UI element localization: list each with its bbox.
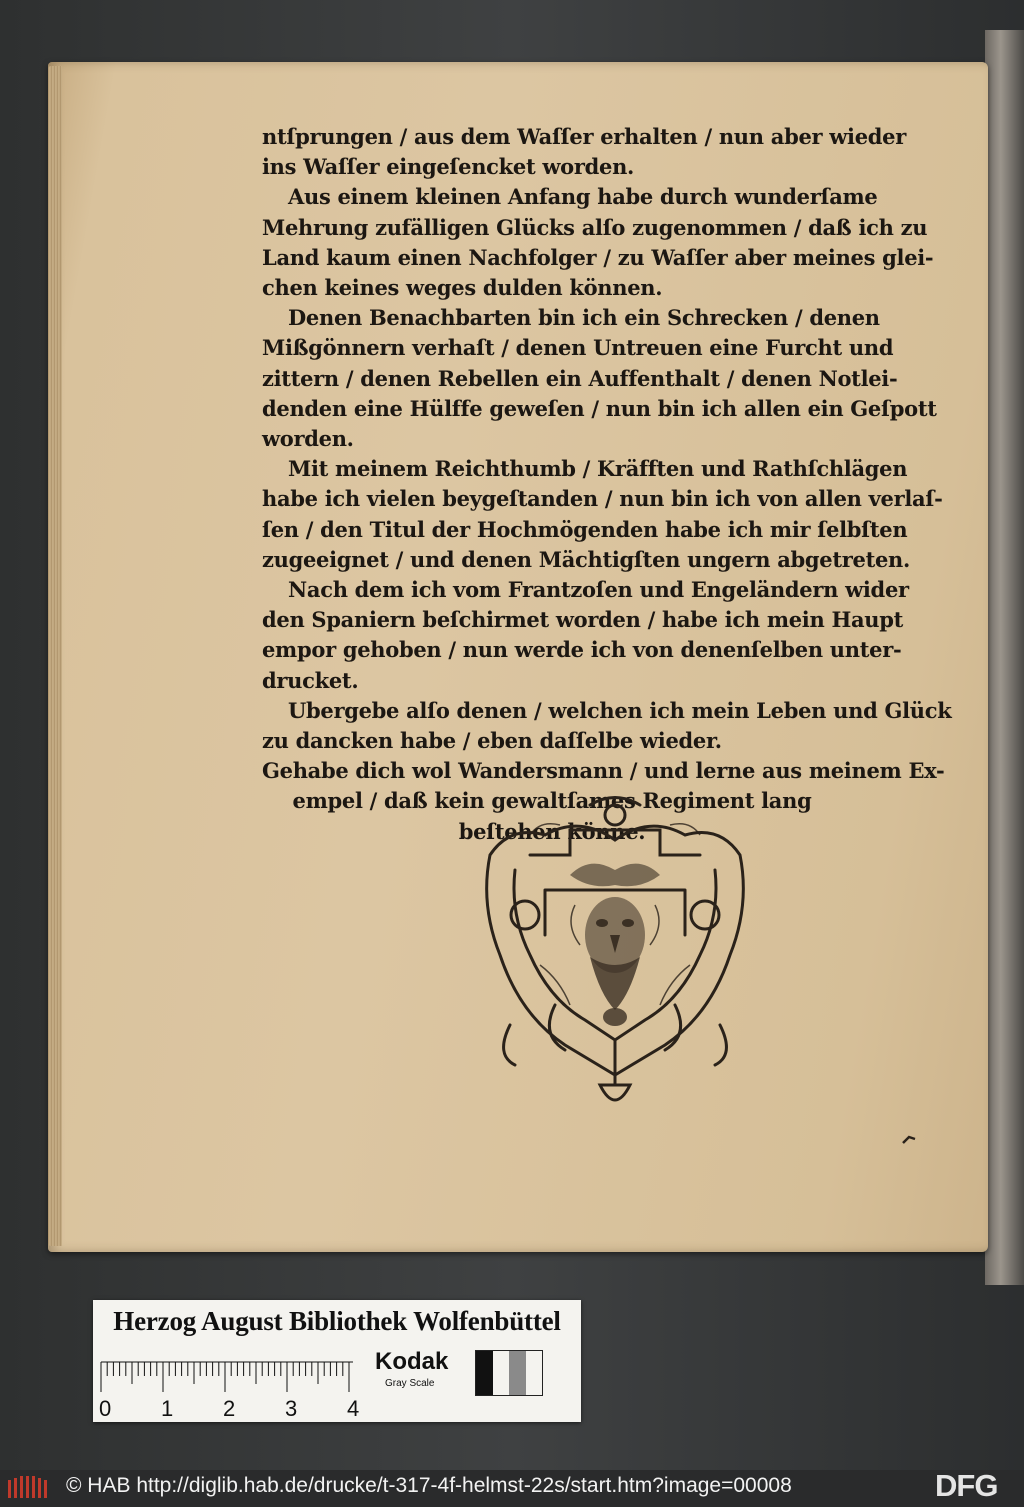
text-line: ſen / den Titul der Hochmögenden habe ich mir ſelbſten <box>262 516 908 542</box>
swatch-white <box>493 1351 510 1395</box>
ruler-number: 4 <box>347 1396 360 1421</box>
text-line: den Spaniern beſchirmet worden / habe ich mein Haupt <box>262 607 904 633</box>
text-line: beſtehen könne. <box>458 818 646 844</box>
text-line: Nach dem ich vom Frantzoſen und Engeländern wider <box>288 577 909 603</box>
text-line: zu dancken habe / eben daſſelbe wieder. <box>262 728 722 754</box>
text-line: Gehabe dich wol Wandersmann / und lerne aus meinem Ex- <box>262 758 945 784</box>
ruler-number: 0 <box>99 1396 112 1421</box>
text-line: ins Waſſer eingeſencket worden. <box>262 154 635 180</box>
swatch-black <box>476 1351 493 1395</box>
kodak-brand: Kodak <box>375 1348 449 1375</box>
ruler-number: 2 <box>223 1396 236 1421</box>
text-line: denden eine Hülffe geweſen / nun bin ich allen ein Geſpott <box>262 395 937 421</box>
hab-logo-icon <box>8 1476 50 1500</box>
text-line: chen keines weges dulden können. <box>262 275 663 301</box>
text-line: Aus einem kleinen Anfang habe durch wunderſame <box>288 184 878 210</box>
gray-scale-label: Gray Scale <box>385 1378 435 1389</box>
text-line: Denen Benachbarten bin ich ein Schrecken / denen <box>288 305 880 331</box>
text-line: worden. <box>262 426 354 452</box>
color-target-card <box>93 1300 581 1422</box>
text-line: Mit meinem Reichthumb / Kräfften und Rathſchlägen <box>288 456 908 482</box>
text-line: Land kaum einen Nachfolger / zu Waſſer aber meines glei- <box>262 244 934 270</box>
swatch-gray <box>509 1351 526 1395</box>
page-text <box>262 122 952 847</box>
ruler-number: 3 <box>285 1396 298 1421</box>
ink-mark <box>902 1135 916 1145</box>
text-line: Mehrung zufälligen Glücks alſo zugenommen / daß ich zu <box>262 214 928 240</box>
text-line: empel / daß kein gewaltſames Regiment lang <box>292 788 812 814</box>
library-name: Herzog August Bibliothek Wolfenbüttel <box>113 1306 561 1336</box>
text-line: drucket. <box>262 667 359 693</box>
dfg-logo: DFG <box>935 1468 998 1503</box>
next-page-edge <box>985 30 1024 1285</box>
gray-swatches <box>475 1350 543 1396</box>
page-stack-edges <box>48 66 62 1246</box>
copyright-url[interactable]: © HAB http://diglib.hab.de/drucke/t-317-4f-helmst-22s/start.htm?image=00008 <box>66 1474 792 1497</box>
text-line: ntſprungen / aus dem Waſſer erhalten / nun aber wieder <box>262 124 907 149</box>
text-line: Ubergebe alſo denen / welchen ich mein Leben und Glück <box>288 697 952 723</box>
text-line: Mißgönnern verhaſt / denen Untreuen eine Furcht und <box>262 335 894 361</box>
woodcut-mask-ornament <box>470 795 760 1115</box>
swatch-light <box>526 1351 543 1395</box>
ruler-number: 1 <box>161 1396 174 1421</box>
text-line: zittern / denen Rebellen ein Auffenthalt / denen Notlei- <box>262 365 898 391</box>
text-line: habe ich vielen beygeſtanden / nun bin ich von allen verlaſ- <box>262 486 943 512</box>
text-line: empor gehoben / nun werde ich von denenſelben unter- <box>262 637 902 663</box>
text-line: zugeeignet / und denen Mächtigſten ungern abgetreten. <box>262 546 911 572</box>
